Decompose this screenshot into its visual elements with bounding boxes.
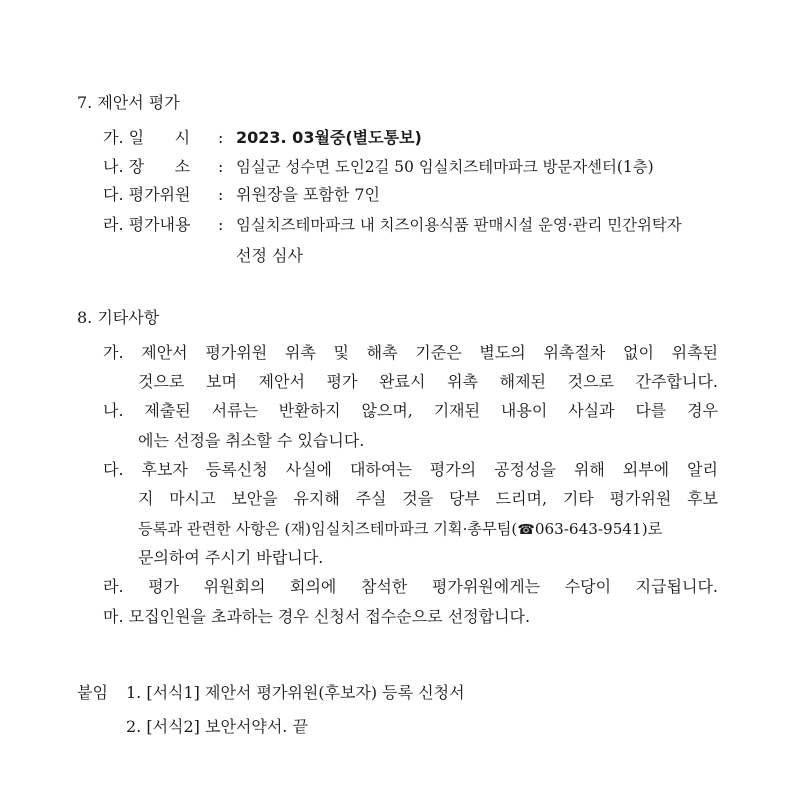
item-content-value-cont: 선정 심사 <box>236 246 303 265</box>
note-ma-line-1: 마. 모집인원을 초과하는 경우 신청서 접수순으로 선정합니다. <box>103 607 531 626</box>
item-date-colon: : <box>218 128 224 147</box>
item-place-colon: : <box>218 157 224 176</box>
attachment-item-2: 2. [서식2] 보안서약서. 끝 <box>126 717 308 736</box>
item-evaluators-label: 다. 평가위원 <box>103 185 191 204</box>
phone-icon: ☎ <box>517 522 535 538</box>
note-na-line-1: 나. 제출된 서류는 반환하지 않으며, 기재된 내용이 사실과 다를 경우 <box>103 401 718 420</box>
note-da-line-3-text: 등록과 관련한 사항은 (재)임실치즈테마파크 기획·총무팀( <box>138 520 518 538</box>
item-evaluators-value: 위원장을 포함한 7인 <box>236 185 380 204</box>
section-8-title: 8. 기타사항 <box>77 308 160 327</box>
note-da-line-2: 지 마시고 보안을 유지해 주실 것을 당부 드리며, 기타 평가위원 후보 <box>138 489 718 508</box>
attachments-label: 붙임 <box>77 683 108 702</box>
item-place-value: 임실군 성수면 도인2길 50 임실치즈테마파크 방문자센터(1층) <box>236 158 654 176</box>
item-content-value: 임실치즈테마파크 내 치즈이용식품 판매시설 운영·관리 민간위탁자 <box>236 216 682 234</box>
note-da-line-1: 다. 후보자 등록신청 사실에 대하여는 평가의 공정성을 위해 외부에 알리 <box>103 460 718 479</box>
item-evaluators-colon: : <box>218 185 224 204</box>
note-ga-line-1: 가. 제안서 평가위원 위촉 및 해촉 기준은 별도의 위촉절차 없이 위촉된 <box>103 343 718 362</box>
item-place-label: 나. 장 소 <box>103 157 191 176</box>
item-content-label: 라. 평가내용 <box>103 215 191 234</box>
note-na-line-2: 에는 선정을 취소할 수 있습니다. <box>138 431 365 450</box>
item-date-label: 가. 일 시 <box>103 128 191 147</box>
item-date-value: 2023. 03월중(별도통보) <box>236 128 422 147</box>
item-content-colon: : <box>218 215 224 234</box>
attachment-item-1: 1. [서식1] 제안서 평가위원(후보자) 등록 신청서 <box>126 683 465 702</box>
note-ga-line-2: 것으로 보며 제안서 평가 완료시 위촉 해제된 것으로 간주합니다. <box>138 372 718 391</box>
section-7-title: 7. 제안서 평가 <box>77 93 180 112</box>
note-da-line-4: 문의하여 주시기 바랍니다. <box>138 548 324 567</box>
contact-phone: 063-643-9541)로 <box>534 520 663 538</box>
note-da-line-3 <box>138 518 718 540</box>
note-ra-line-1: 라. 평가 위원회의 회의에 참석한 평가위원에게는 수당이 지급됩니다. <box>103 577 718 596</box>
